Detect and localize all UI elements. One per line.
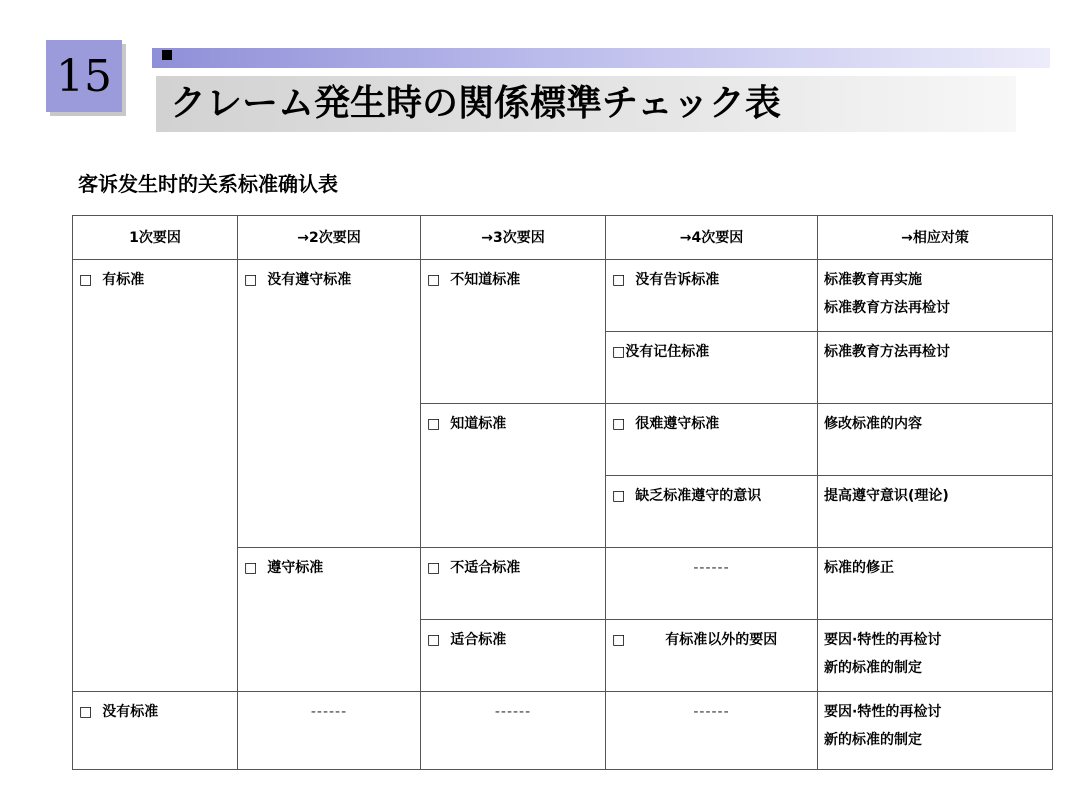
cell-not-told [606,260,818,332]
cell-label: 有标准以外的要因 [665,632,778,648]
dash-placeholder: ------ [494,704,532,720]
checkbox-icon[interactable]: □ [244,272,258,288]
cell-countermeasure: 标准教育方法再检讨 [818,332,1053,404]
standards-check-table [72,215,1053,770]
dash-placeholder: ------ [693,560,730,576]
slide-number-box [46,40,122,112]
cell-label: 没有遵守标准 [267,272,352,288]
cell-label: 不适合标准 [450,560,521,576]
cell-suitable [421,620,606,692]
bullet-square-icon [162,50,172,60]
checkbox-icon[interactable]: □ [427,272,441,288]
checkbox-icon[interactable]: □ [79,704,93,720]
page-title: クレーム発生時の関係標準チェック表 [170,83,781,124]
cell-hard-to-follow [606,404,818,476]
cell-not-remembered [606,332,818,404]
cell-label: 知道标准 [450,416,507,432]
checkbox-icon[interactable]: □ [612,416,626,432]
cell-not-followed [238,260,421,548]
countermeasure-line: 要因·特性的再检讨 [824,704,942,720]
cell-label: 有标准 [102,272,145,288]
checkbox-icon[interactable]: □ [612,272,626,288]
cell-followed [238,548,421,692]
header-cell: 1次要因 [73,216,238,260]
cell-unknown [421,260,606,404]
header-gradient-bar [152,48,1050,68]
cell-countermeasure [818,260,1053,332]
cell-label: 没有标准 [102,704,159,720]
cell-label: 很难遵守标准 [635,416,720,432]
cell-empty-dash [606,692,818,770]
table-row [73,692,1053,770]
dash-placeholder: ------ [693,704,730,720]
checkbox-icon[interactable]: □ [612,488,626,504]
checkbox-icon[interactable]: □ [612,632,626,648]
checkbox-icon[interactable]: □ [427,416,441,432]
cell-label: 不知道标准 [450,272,521,288]
countermeasure-line: 标准教育方法再检讨 [824,300,950,316]
cell-label: 没有记住标准 [625,344,710,360]
cell-known [421,404,606,548]
checkbox-icon[interactable]: □ [427,632,441,648]
cell-label: 没有告诉标准 [635,272,720,288]
cell-label: 适合标准 [450,632,507,648]
cell-countermeasure [818,692,1053,770]
header-cell: →4次要因 [606,216,818,260]
table-header-row [73,216,1053,260]
countermeasure-line: 新的标准的制定 [824,660,922,676]
cell-empty-dash [606,548,818,620]
cell-empty-dash [238,692,421,770]
cell-label: 遵守标准 [267,560,324,576]
cell-other-factors [606,620,818,692]
countermeasure-line: 要因·特性的再检讨 [824,632,942,648]
cell-countermeasure: 标准的修正 [818,548,1053,620]
cell-label: 缺乏标准遵守的意识 [635,488,762,504]
cell-countermeasure: 提高遵守意识(理论) [818,476,1053,548]
checkbox-icon[interactable]: □ [612,344,626,360]
cell-no-standard [73,692,238,770]
header-cell: →相应对策 [818,216,1053,260]
cell-empty-dash [421,692,606,770]
dash-placeholder: ------ [310,704,348,720]
checkbox-icon[interactable]: □ [79,272,93,288]
cell-has-standard [73,260,238,692]
slide-number: 15 [56,50,112,102]
cell-lack-awareness [606,476,818,548]
cell-unsuitable [421,548,606,620]
table-row [73,260,1053,332]
table-caption: 客诉发生时的关系标准确认表 [78,172,338,196]
header-cell: →3次要因 [421,216,606,260]
cell-countermeasure: 修改标准的内容 [818,404,1053,476]
countermeasure-line: 新的标准的制定 [824,732,922,748]
checkbox-icon[interactable]: □ [244,560,258,576]
cell-countermeasure [818,620,1053,692]
checkbox-icon[interactable]: □ [427,560,441,576]
countermeasure-line: 标准教育再实施 [824,272,922,288]
header-cell: →2次要因 [238,216,421,260]
